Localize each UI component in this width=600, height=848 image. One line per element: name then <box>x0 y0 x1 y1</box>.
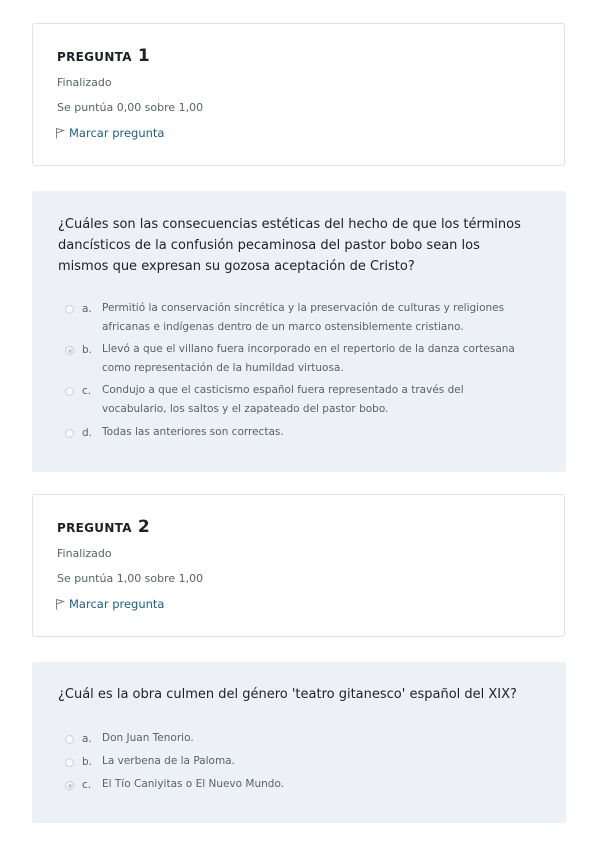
answer-text: Condujo a que el casticismo español fuera representado a través del vocabulario, los saltos y el zapateado del pastor bobo. <box>102 384 464 415</box>
answer-letter: b. <box>82 756 93 768</box>
question-text: ¿Cuál es la obra culmen del género 'teatro gitanesco' español del XIX? <box>58 687 517 702</box>
question-state: Finalizado <box>57 547 112 560</box>
question-1-header <box>57 46 150 66</box>
question-1-info <box>32 23 565 166</box>
question-text: ¿Cuáles son las consecuencias estéticas del hecho de que los términos dancísticos de la confusión pecaminosa del pastor bobo sean los mismos que expresan su gozosa aceptación de Cristo? <box>58 217 521 274</box>
question-grade: Se puntúa 1,00 sobre 1,00 <box>57 572 204 585</box>
radio-icon[interactable] <box>65 735 74 744</box>
answer-letter: b. <box>82 344 93 356</box>
radio-icon[interactable] <box>65 758 74 767</box>
answer-letter: a. <box>82 303 92 315</box>
answer-text: Todas las anteriores son correctas. <box>102 426 284 438</box>
answer-letter: a. <box>82 733 92 745</box>
flag-icon <box>55 127 65 139</box>
radio-icon[interactable] <box>65 346 74 355</box>
answer-text: Don Juan Tenorio. <box>102 732 194 744</box>
flag-question-label: Marcar pregunta <box>69 597 165 611</box>
question-2-content <box>32 662 566 823</box>
question-grade: Se puntúa 0,00 sobre 1,00 <box>57 101 204 114</box>
flag-question-button[interactable] <box>55 597 164 611</box>
answer-text: La verbena de la Paloma. <box>102 755 235 767</box>
flag-question-label: Marcar pregunta <box>69 126 165 140</box>
answer-letter: c. <box>82 779 92 791</box>
question-state: Finalizado <box>57 76 112 89</box>
question-2-header <box>57 517 150 537</box>
radio-icon[interactable] <box>65 781 74 790</box>
radio-icon[interactable] <box>65 305 74 314</box>
answer-text: El Tío Caniyitas o El Nuevo Mundo. <box>102 778 285 790</box>
answer-letter: d. <box>82 427 93 439</box>
question-1-content <box>32 191 566 472</box>
question-label: PREGUNTA <box>57 50 132 64</box>
radio-icon[interactable] <box>65 429 74 438</box>
flag-question-button[interactable] <box>55 126 164 140</box>
answer-text: Llevó a que el villano fuera incorporado en el repertorio de la danza cortesana como representación de la humildad virtuosa. <box>102 343 515 374</box>
answer-letter: c. <box>82 385 92 397</box>
flag-icon <box>55 598 65 610</box>
question-2-info <box>32 494 565 637</box>
radio-icon[interactable] <box>65 387 74 396</box>
answer-text: Permitió la conservación sincrética y la preservación de culturas y religiones africanas e indígenas dentro de un marco ostensiblemente cristiano. <box>102 302 505 333</box>
question-number: 1 <box>137 46 150 66</box>
question-number: 2 <box>137 517 150 537</box>
question-label: PREGUNTA <box>57 521 132 535</box>
